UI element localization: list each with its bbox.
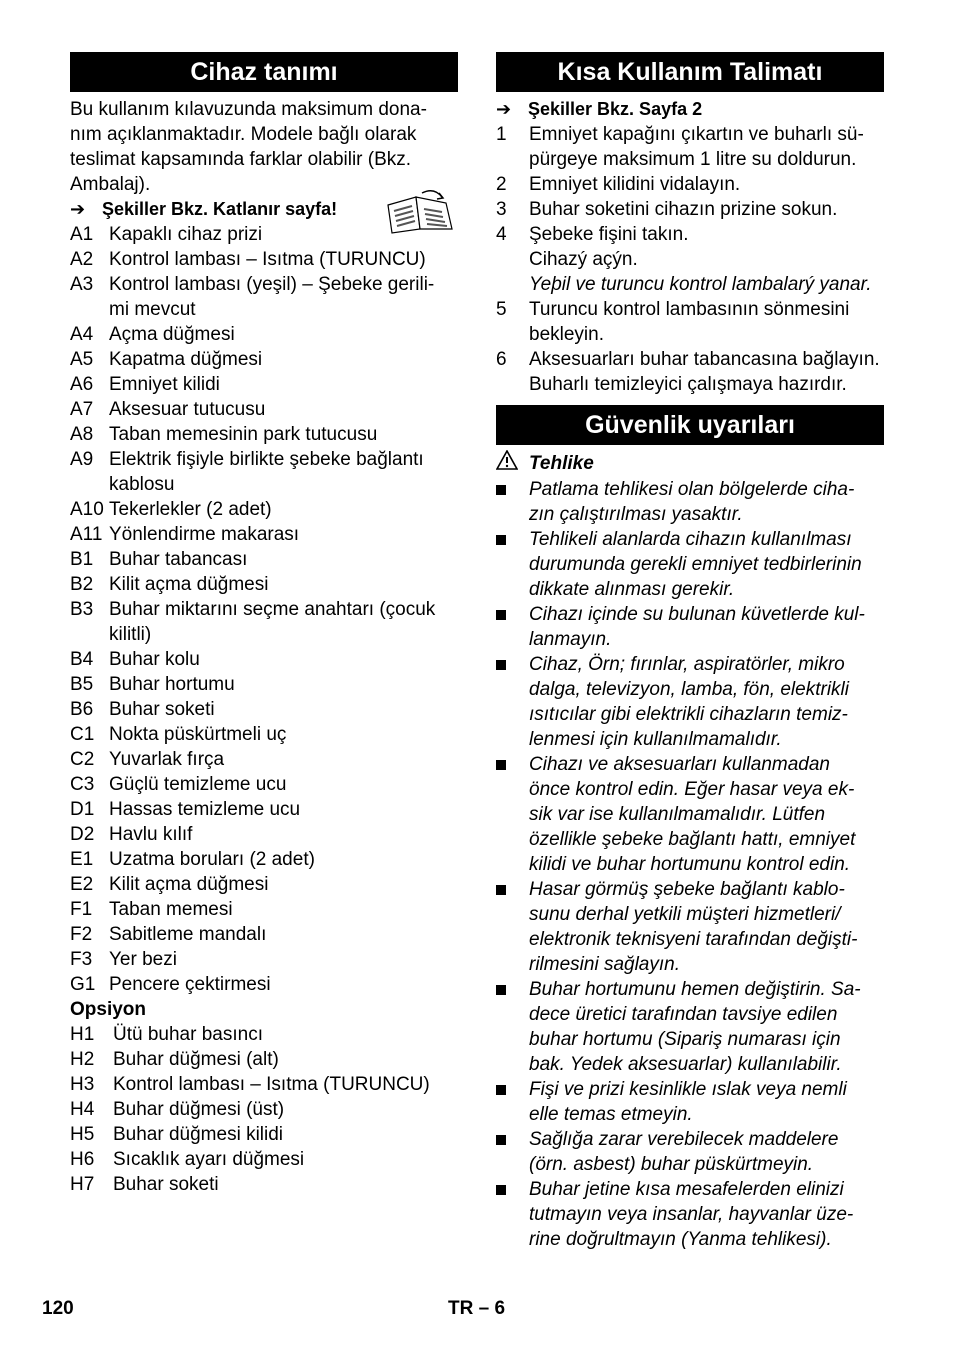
list-item	[70, 572, 458, 597]
bullet-text	[529, 477, 884, 527]
item-text-line: kilitli)	[109, 624, 152, 645]
bullet-text	[529, 652, 884, 752]
bullet-text	[529, 602, 884, 652]
item-code: H7	[70, 1174, 95, 1195]
item-text	[529, 297, 884, 347]
item-text-line: Buhar soketini cihazın prizine sokun.	[529, 199, 838, 220]
safety-bullet	[496, 877, 884, 977]
item-code: 1	[496, 124, 507, 145]
safety-bullet	[496, 1127, 884, 1177]
item-text-line: Buhar soketi	[109, 699, 215, 720]
item-text	[109, 772, 458, 797]
section-heading-quick-guide: Kısa Kullanım Talimatı	[496, 52, 884, 92]
bullet-text-line: Cihazı ve aksesuarları kullanmadan	[529, 754, 830, 775]
square-bullet-icon	[496, 760, 506, 770]
folded-page-icon	[382, 189, 458, 235]
item-text	[109, 347, 458, 372]
list-item	[496, 197, 884, 222]
item-code: D1	[70, 799, 95, 820]
item-text	[109, 247, 458, 272]
list-item	[70, 447, 458, 497]
list-item	[70, 697, 458, 722]
item-text-line: Kontrol lambası – Isıtma (TURUNCU)	[109, 249, 426, 270]
right-column	[496, 52, 884, 1252]
bullet-text-line: dalga, televizyon, lamba, fön, elektrikli	[529, 679, 849, 700]
item-text	[109, 697, 458, 722]
item-text	[109, 797, 458, 822]
item-code: A5	[70, 349, 94, 370]
item-text-line: Turuncu kontrol lambasının sönmesini	[529, 299, 850, 320]
item-text-line: Buhar miktarını seçme anahtarı (çocuk	[109, 599, 436, 620]
list-item	[70, 322, 458, 347]
item-text-line: Havlu kılıf	[109, 824, 193, 845]
bullet-text	[529, 1127, 884, 1177]
left-column	[70, 52, 458, 1197]
bullet-text-line: Tehlikeli alanlarda cihazın kullanılması	[529, 529, 852, 550]
item-text-line: Buharlı temizleyici çalışmaya hazırdır.	[529, 374, 847, 395]
step-list	[496, 122, 884, 397]
warning-triangle-icon	[496, 450, 529, 477]
item-text-line: Kilit açma düğmesi	[109, 574, 269, 595]
item-note: Yeþil ve turuncu kontrol lambalarý yanar.	[529, 274, 872, 295]
item-text-line: Taban memesinin park tutucusu	[109, 424, 378, 445]
bullet-text-line: sunu derhal yetkili müşteri hizmetleri/	[529, 904, 841, 925]
bullet-marker	[496, 1177, 529, 1252]
bullet-text-line: durumunda gerekli emniyet tedbirlerinin	[529, 554, 862, 575]
item-text-line: kablosu	[109, 474, 175, 495]
item-text	[113, 1097, 458, 1122]
item-text-line: Buhar kolu	[109, 649, 200, 670]
list-item	[70, 897, 458, 922]
item-text	[109, 722, 458, 747]
safety-bullet	[496, 1077, 884, 1127]
item-code: B1	[70, 549, 94, 570]
bullet-text-line: dece üretici tarafından tavsiye edilen	[529, 1004, 838, 1025]
item-text-line: Buhar hortumu	[109, 674, 235, 695]
list-item	[70, 272, 458, 322]
arrow-right-icon: ➔	[496, 99, 512, 119]
bullet-text-line: Patlama tehlikesi olan bölgelerde ciha-	[529, 479, 855, 500]
item-text	[109, 847, 458, 872]
list-item	[70, 947, 458, 972]
item-text-line: Buhar düğmesi (alt)	[113, 1049, 279, 1070]
bullet-text	[529, 977, 884, 1077]
bullet-text-line: rine doğrultmayın (Yanma tehlikesi).	[529, 1229, 832, 1250]
item-text-line: Buhar düğmesi kilidi	[113, 1124, 284, 1145]
item-text	[109, 372, 458, 397]
item-code: B6	[70, 699, 94, 720]
square-bullet-icon	[496, 1085, 506, 1095]
square-bullet-icon	[496, 1185, 506, 1195]
bullet-marker	[496, 477, 529, 527]
item-text	[109, 822, 458, 847]
item-text	[109, 897, 458, 922]
safety-bullet	[496, 652, 884, 752]
item-text-line: Şebeke fişini takın.	[529, 224, 689, 245]
list-item	[70, 1097, 458, 1122]
bullet-text	[529, 1077, 884, 1127]
item-text	[109, 972, 458, 997]
item-code: E2	[70, 874, 94, 895]
square-bullet-icon	[496, 485, 506, 495]
page-number: 120	[42, 1298, 74, 1319]
item-text	[109, 597, 458, 647]
bullet-text-line: Cihaz, Örn; fırınlar, aspiratörler, mikro	[529, 654, 845, 675]
item-code: C3	[70, 774, 95, 795]
bullet-text-line: rilmesini sağlayın.	[529, 954, 680, 975]
safety-bullet	[496, 977, 884, 1077]
bullet-marker	[496, 1077, 529, 1127]
item-code: 6	[496, 349, 507, 370]
item-text	[529, 347, 884, 397]
item-text	[109, 747, 458, 772]
section-heading-safety: Güvenlik uyarıları	[496, 405, 884, 445]
item-text-line: Ütü buhar basıncı	[113, 1024, 263, 1045]
item-text	[113, 1072, 458, 1097]
square-bullet-icon	[496, 985, 506, 995]
bullet-text-line: ısıtıcılar gibi elektrikli cihazların temiz-	[529, 704, 848, 725]
bullet-text-line: zın çalıştırılması yasaktır.	[529, 504, 743, 525]
item-text	[113, 1022, 458, 1047]
item-code: C2	[70, 749, 95, 770]
item-text-line: mi mevcut	[109, 299, 196, 320]
bullet-marker	[496, 652, 529, 752]
item-code: H2	[70, 1049, 95, 1070]
safety-bullet	[496, 477, 884, 527]
bullet-text-line: kilidi ve buhar hortumunu kontrol edin.	[529, 854, 851, 875]
danger-heading: Tehlike	[496, 450, 884, 477]
item-text	[109, 397, 458, 422]
item-text	[529, 222, 884, 297]
item-text-line: Yönlendirme makarası	[109, 524, 300, 545]
item-code: A8	[70, 424, 94, 445]
list-item	[496, 347, 884, 397]
bullet-text-line: Buhar jetine kısa mesafelerden elinizi	[529, 1179, 844, 1200]
bullet-text	[529, 527, 884, 602]
intro-line: Ambalaj).	[70, 174, 151, 195]
item-code: B2	[70, 574, 94, 595]
list-item	[70, 922, 458, 947]
item-text	[529, 122, 884, 172]
item-text	[109, 322, 458, 347]
item-code: H1	[70, 1024, 95, 1045]
option-label: Opsiyon	[70, 999, 147, 1020]
item-code: B5	[70, 674, 94, 695]
item-code: H4	[70, 1099, 95, 1120]
item-text	[109, 647, 458, 672]
bullet-marker	[496, 1127, 529, 1177]
item-code: A1	[70, 224, 94, 245]
item-text-line: bekleyin.	[529, 324, 604, 345]
list-item	[496, 222, 884, 297]
list-item	[70, 647, 458, 672]
item-text	[109, 922, 458, 947]
list-item	[496, 297, 884, 347]
bullet-text	[529, 1177, 884, 1252]
list-item	[70, 797, 458, 822]
item-text	[109, 947, 458, 972]
bullet-text-line: lenmesi için kullanılmamalıdır.	[529, 729, 782, 750]
item-text	[109, 447, 458, 497]
item-text-line: Pencere çektirmesi	[109, 974, 271, 995]
item-text	[113, 1122, 458, 1147]
item-code: D2	[70, 824, 95, 845]
square-bullet-icon	[496, 610, 506, 620]
language-page-label: TR – 6	[448, 1298, 506, 1319]
list-item	[496, 122, 884, 172]
list-item	[70, 772, 458, 797]
list-item	[70, 1172, 458, 1197]
see-figures-page2: ➔ Şekiller Bkz. Sayfa 2	[496, 97, 884, 122]
bullet-text	[529, 877, 884, 977]
bullet-text-line: Cihazı içinde su bulunan küvetlerde kul-	[529, 604, 865, 625]
item-text-line: Sabitleme mandalı	[109, 924, 267, 945]
item-code: A2	[70, 249, 94, 270]
item-text-line: pürgeye maksimum 1 litre su doldurun.	[529, 149, 857, 170]
item-code: H3	[70, 1074, 95, 1095]
list-item	[70, 547, 458, 572]
item-code: 2	[496, 174, 507, 195]
bullet-marker	[496, 877, 529, 977]
list-item	[70, 1022, 458, 1047]
item-code: E1	[70, 849, 94, 870]
item-text	[529, 172, 884, 197]
intro-line: Bu kullanım kılavuzunda maksimum dona-	[70, 99, 427, 120]
bullet-marker	[496, 602, 529, 652]
item-code: B3	[70, 599, 94, 620]
item-text-line: Tekerlekler (2 adet)	[109, 499, 272, 520]
safety-bullet	[496, 527, 884, 602]
list-item	[70, 972, 458, 997]
bullet-text	[529, 752, 884, 877]
item-code: A3	[70, 274, 94, 295]
list-item	[70, 672, 458, 697]
item-text-line: Uzatma boruları (2 adet)	[109, 849, 315, 870]
list-item	[70, 397, 458, 422]
safety-bullet-list	[496, 477, 884, 1252]
list-item	[70, 1047, 458, 1072]
bullet-text-line: Buhar hortumunu hemen değiştirin. Sa-	[529, 979, 861, 1000]
item-text-line: Taban memesi	[109, 899, 233, 920]
item-text-line: Sıcaklık ayarı düğmesi	[113, 1149, 305, 1170]
bullet-text-line: sik var ise kullanılmamalıdır. Lütfen	[529, 804, 826, 825]
square-bullet-icon	[496, 885, 506, 895]
item-text	[113, 1047, 458, 1072]
item-text-line: Hassas temizleme ucu	[109, 799, 301, 820]
item-text-line: Buhar soketi	[113, 1174, 219, 1195]
item-text-line: Emniyet kilidini vidalayın.	[529, 174, 741, 195]
list-item	[70, 497, 458, 522]
list-item	[70, 422, 458, 447]
item-code: F1	[70, 899, 93, 920]
item-code: 4	[496, 224, 507, 245]
item-text-line: Buhar düğmesi (üst)	[113, 1099, 285, 1120]
item-code: C1	[70, 724, 95, 745]
item-text	[109, 572, 458, 597]
bullet-text-line: önce kontrol edin. Eğer hasar veya ek-	[529, 779, 855, 800]
item-code: B4	[70, 649, 94, 670]
bullet-marker	[496, 527, 529, 602]
item-code: A11	[70, 524, 103, 545]
item-text	[109, 497, 458, 522]
item-text-line: Açma düğmesi	[109, 324, 235, 345]
bullet-text-line: lanmayın.	[529, 629, 612, 650]
section-heading-device: Cihaz tanımı	[70, 52, 458, 92]
intro-line: teslimat kapsamında farklar olabilir (Bkz.	[70, 149, 412, 170]
item-text	[109, 547, 458, 572]
intro-paragraph	[70, 97, 458, 197]
bullet-marker	[496, 977, 529, 1077]
item-text-line: Emniyet kilidi	[109, 374, 220, 395]
item-text-line: Emniyet kapağını çıkartın ve buharlı sü-	[529, 124, 864, 145]
item-text-line: Yuvarlak fırça	[109, 749, 225, 770]
item-code: G1	[70, 974, 96, 995]
bullet-text-line: (örn. asbest) buhar püskürtmeyin.	[529, 1154, 814, 1175]
list-item	[70, 1122, 458, 1147]
item-code: 5	[496, 299, 507, 320]
item-text	[109, 272, 458, 322]
item-code: F3	[70, 949, 93, 970]
list-item	[70, 347, 458, 372]
item-code: A6	[70, 374, 94, 395]
bullet-text-line: bak. Yedek aksesuarlar) kullanılabilir.	[529, 1054, 842, 1075]
list-item	[70, 522, 458, 547]
bullet-text-line: elle temas etmeyin.	[529, 1104, 693, 1125]
bullet-text-line: buhar hortumu (Sipariş numarası için	[529, 1029, 841, 1050]
list-item	[70, 747, 458, 772]
list-item	[70, 372, 458, 397]
item-code: 3	[496, 199, 507, 220]
item-text-line: Kontrol lambası – Isıtma (TURUNCU)	[113, 1074, 430, 1095]
item-text-line: Kapaklı cihaz prizi	[109, 224, 263, 245]
item-code: A10	[70, 499, 104, 520]
list-item	[70, 847, 458, 872]
list-item	[70, 597, 458, 647]
bullet-marker	[496, 752, 529, 877]
square-bullet-icon	[496, 535, 506, 545]
item-code: A7	[70, 399, 94, 420]
see-figures-note: ➔ Şekiller Bkz. Katlanır sayfa!	[70, 197, 458, 222]
item-text	[109, 672, 458, 697]
item-text-line: Aksesuarları buhar tabancasına bağlayın.	[529, 349, 880, 370]
item-text	[113, 1147, 458, 1172]
safety-bullet	[496, 1177, 884, 1252]
item-code: A4	[70, 324, 94, 345]
bullet-text-line: Hasar görmüş şebeke bağlantı kablo-	[529, 879, 845, 900]
item-text	[109, 522, 458, 547]
list-item	[70, 1147, 458, 1172]
item-text-line: Kontrol lambası (yeşil) – Şebeke gerili-	[109, 274, 435, 295]
square-bullet-icon	[496, 1135, 506, 1145]
item-text-line: Buhar tabancası	[109, 549, 248, 570]
item-text-line: Aksesuar tutucusu	[109, 399, 266, 420]
item-text-line: Cihazý açýn.	[529, 249, 638, 270]
item-text-line: Yer bezi	[109, 949, 177, 970]
bullet-text-line: Fişi ve prizi kesinlikle ıslak veya nemli	[529, 1079, 847, 1100]
bullet-text-line: özellikle şebeke bağlantı hattı, emniyet	[529, 829, 856, 850]
component-list	[70, 222, 458, 997]
list-item	[70, 247, 458, 272]
item-code: H6	[70, 1149, 95, 1170]
item-code: A9	[70, 449, 94, 470]
item-text-line: Kapatma düğmesi	[109, 349, 263, 370]
list-item	[70, 1072, 458, 1097]
bullet-text-line: Sağlığa zarar verebilecek maddelere	[529, 1129, 839, 1150]
bullet-text-line: dikkate alınması gerekir.	[529, 579, 735, 600]
safety-bullet	[496, 602, 884, 652]
bullet-text-line: tutmayın veya insanlar, hayvanlar üze-	[529, 1204, 854, 1225]
item-text	[109, 872, 458, 897]
item-code: F2	[70, 924, 93, 945]
list-item	[496, 172, 884, 197]
item-code: H5	[70, 1124, 95, 1145]
item-text-line: Nokta püskürtmeli uç	[109, 724, 287, 745]
intro-line: nım açıklanmaktadır. Modele bağlı olarak	[70, 124, 417, 145]
item-text-line: Güçlü temizleme ucu	[109, 774, 287, 795]
list-item	[70, 722, 458, 747]
item-text-line: Kilit açma düğmesi	[109, 874, 269, 895]
item-text	[113, 1172, 458, 1197]
item-text	[109, 422, 458, 447]
list-item	[70, 822, 458, 847]
bullet-text-line: elektronik teknisyeni tarafından değişti-	[529, 929, 858, 950]
square-bullet-icon	[496, 660, 506, 670]
arrow-right-icon: ➔	[70, 199, 86, 219]
option-list	[70, 1022, 458, 1197]
safety-bullet	[496, 752, 884, 877]
item-text	[529, 197, 884, 222]
list-item	[70, 872, 458, 897]
item-text-line: Elektrik fişiyle birlikte şebeke bağlantı	[109, 449, 424, 470]
